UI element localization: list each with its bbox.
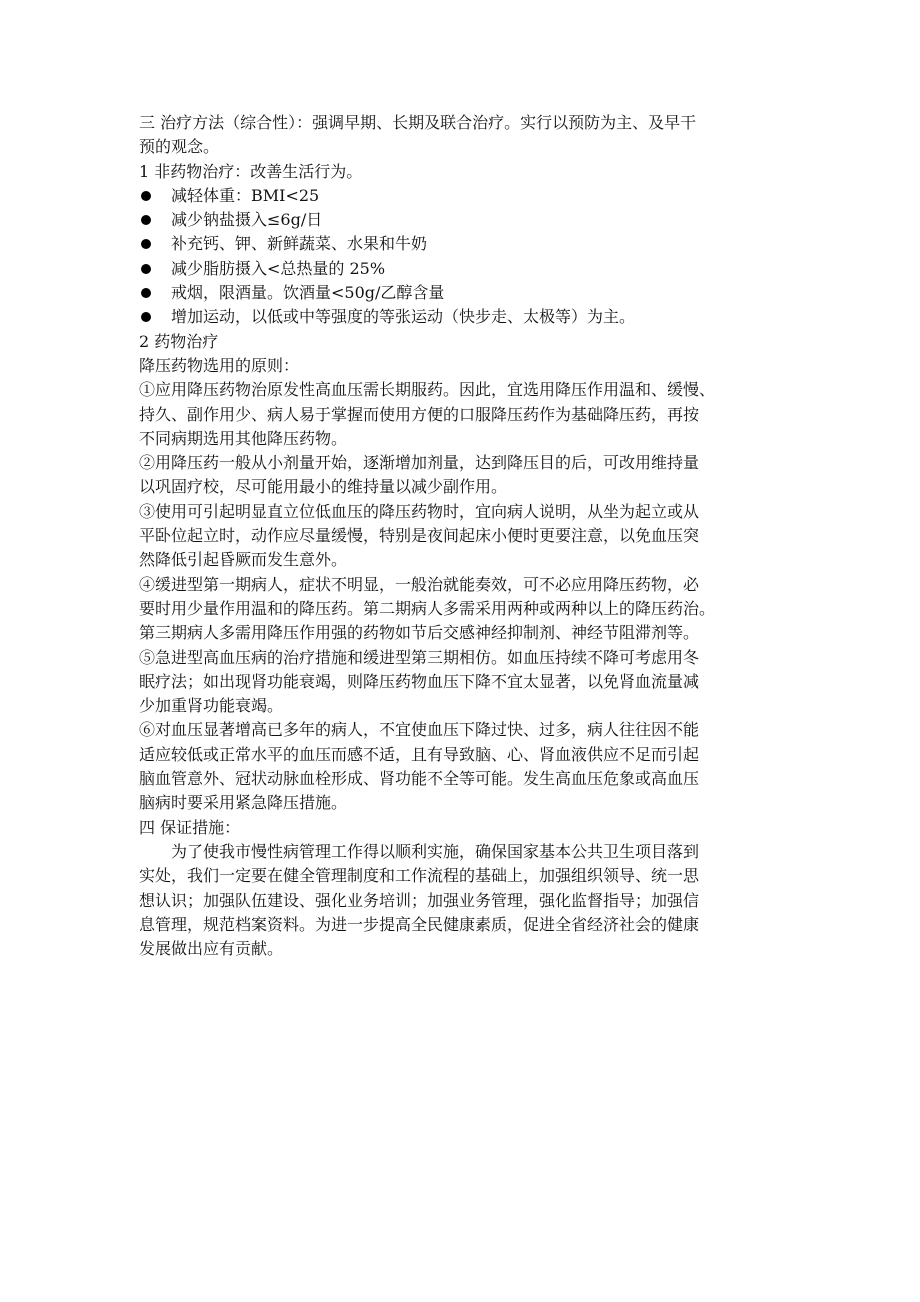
principle-1-line: 持久、副作用少、病人易于掌握而使用方便的口服降压药作为基础降压药，再按 [139, 404, 700, 424]
section-4-line: 发展做出应有贡献。 [139, 939, 284, 959]
bullet-text: 戒烟，限酒量。饮酒量<50g/乙醇含量 [171, 283, 445, 303]
bullet-item [139, 257, 791, 281]
bullet-item [139, 208, 791, 232]
bullet-text: 增加运动，以低或中等强度的等张运动（快步走、太极等）为主。 [171, 307, 636, 327]
bullet-text: 补充钙、钾、新鲜蔬菜、水果和牛奶 [171, 234, 428, 254]
principle-4-line: ④缓进型第一期病人，症状不明显，一般治就能奏效，可不必应用降压药物，必 [139, 574, 700, 594]
principle-3-line: 平卧位起立时，动作应尽量缓慢，特别是夜间起床小便时更要注意，以免血压突 [139, 526, 700, 546]
principle-5-line: 少加重肾功能衰竭。 [139, 696, 284, 716]
bullet-text: 减轻体重：BMI<25 [171, 185, 320, 205]
bullet-dot-icon [139, 305, 171, 329]
principle-5-line: ⑤急进型高血压病的治疗措施和缓进型第三期相仿。如血压持续不降可考虑用冬 [139, 647, 700, 667]
principle-2-line: 以巩固疗校，尽可能用最小的维持量以减少副作用。 [139, 477, 508, 497]
principle-6-line: 脑病时要采用紧急降压措施。 [139, 793, 348, 813]
section-3-line-2: 预的观念。 [139, 137, 220, 157]
principle-6-line: 脑血管意外、冠状动脉血栓形成、肾功能不全等可能。发生高血压危象或高血压 [139, 769, 700, 789]
principle-6-line: ⑥对血压显著增高已多年的病人，不宜使血压下降过快、过多，病人往往因不能 [139, 720, 700, 740]
section-4-line: 为了使我市慢性病管理工作得以顺利实施，确保国家基本公共卫生项目落到 [171, 841, 700, 861]
principles-heading: 降压药物选用的原则： [139, 355, 300, 375]
section-3-intro [139, 111, 791, 160]
section-4-line: 实处，我们一定要在健全管理制度和工作流程的基础上，加强组织领导、统一思 [139, 866, 700, 886]
principle-2-line: ②用降压药一般从小剂量开始，逐渐增加剂量，达到降压目的后，可改用维持量 [139, 453, 700, 473]
section-4-line: 想认识；加强队伍建设、强化业务培训；加强业务管理，强化监督指导；加强信 [139, 890, 700, 910]
section-4-body [139, 840, 791, 961]
principle-3-line: 然降低引起昏厥而发生意外。 [139, 550, 348, 570]
nondrug-heading: 1 非药物治疗：改善生活行为。 [139, 161, 363, 181]
bullet-text: 减少钠盐摄入≤6g/日 [171, 210, 323, 230]
bullet-dot-icon [139, 281, 171, 305]
bullet-dot-icon [139, 232, 171, 256]
principle-3 [139, 500, 791, 573]
principle-6-line: 适应较低或正常水平的血压而感不适，且有导致脑、心、肾血液供应不足而引起 [139, 744, 700, 764]
principle-1-line: ①应用降压药物治原发性高血压需长期服药。因此，宜选用降压作用温和、缓慢、 [139, 380, 716, 400]
principle-5 [139, 646, 791, 719]
drug-heading: 2 药物治疗 [139, 331, 219, 351]
principle-3-line: ③使用可引起明显直立位低血压的降压药物时，宜向病人说明，从坐为起立或从 [139, 501, 700, 521]
principle-2 [139, 451, 791, 500]
principle-4-line: 第三期病人多需用降压作用强的药物如节后交感神经抑制剂、神经节阻滞剂等。 [139, 623, 700, 643]
bullet-item [139, 281, 791, 305]
section-4-line: 息管理，规范档案资料。为进一步提高全民健康素质，促进全省经济社会的健康 [139, 914, 700, 934]
bullet-item [139, 305, 791, 329]
section-4-heading: 四 保证措施： [139, 817, 241, 837]
section-3-line-1: 三 治疗方法（综合性）：强调早期、长期及联合治疗。实行以预防为主、及早干 [139, 113, 697, 132]
bullet-dot-icon [139, 184, 171, 208]
principle-5-line: 眠疗法；如出现肾功能衰竭，则降压药物血压下降不宜太显著，以免肾血流量减 [139, 671, 700, 691]
principle-4-line: 要时用少量作用温和的降压药。第二期病人多需采用两种或两种以上的降压药治。 [139, 598, 716, 618]
principle-4 [139, 573, 791, 646]
bullet-item [139, 232, 791, 256]
document-body [139, 111, 791, 961]
principle-1 [139, 378, 791, 451]
bullet-item [139, 184, 791, 208]
bullet-dot-icon [139, 257, 171, 281]
principle-1-line: 不同病期选用其他降压药物。 [139, 428, 348, 448]
bullet-text: 减少脂肪摄入<总热量的 25% [171, 258, 386, 278]
bullet-dot-icon [139, 208, 171, 232]
principle-6 [139, 718, 791, 815]
